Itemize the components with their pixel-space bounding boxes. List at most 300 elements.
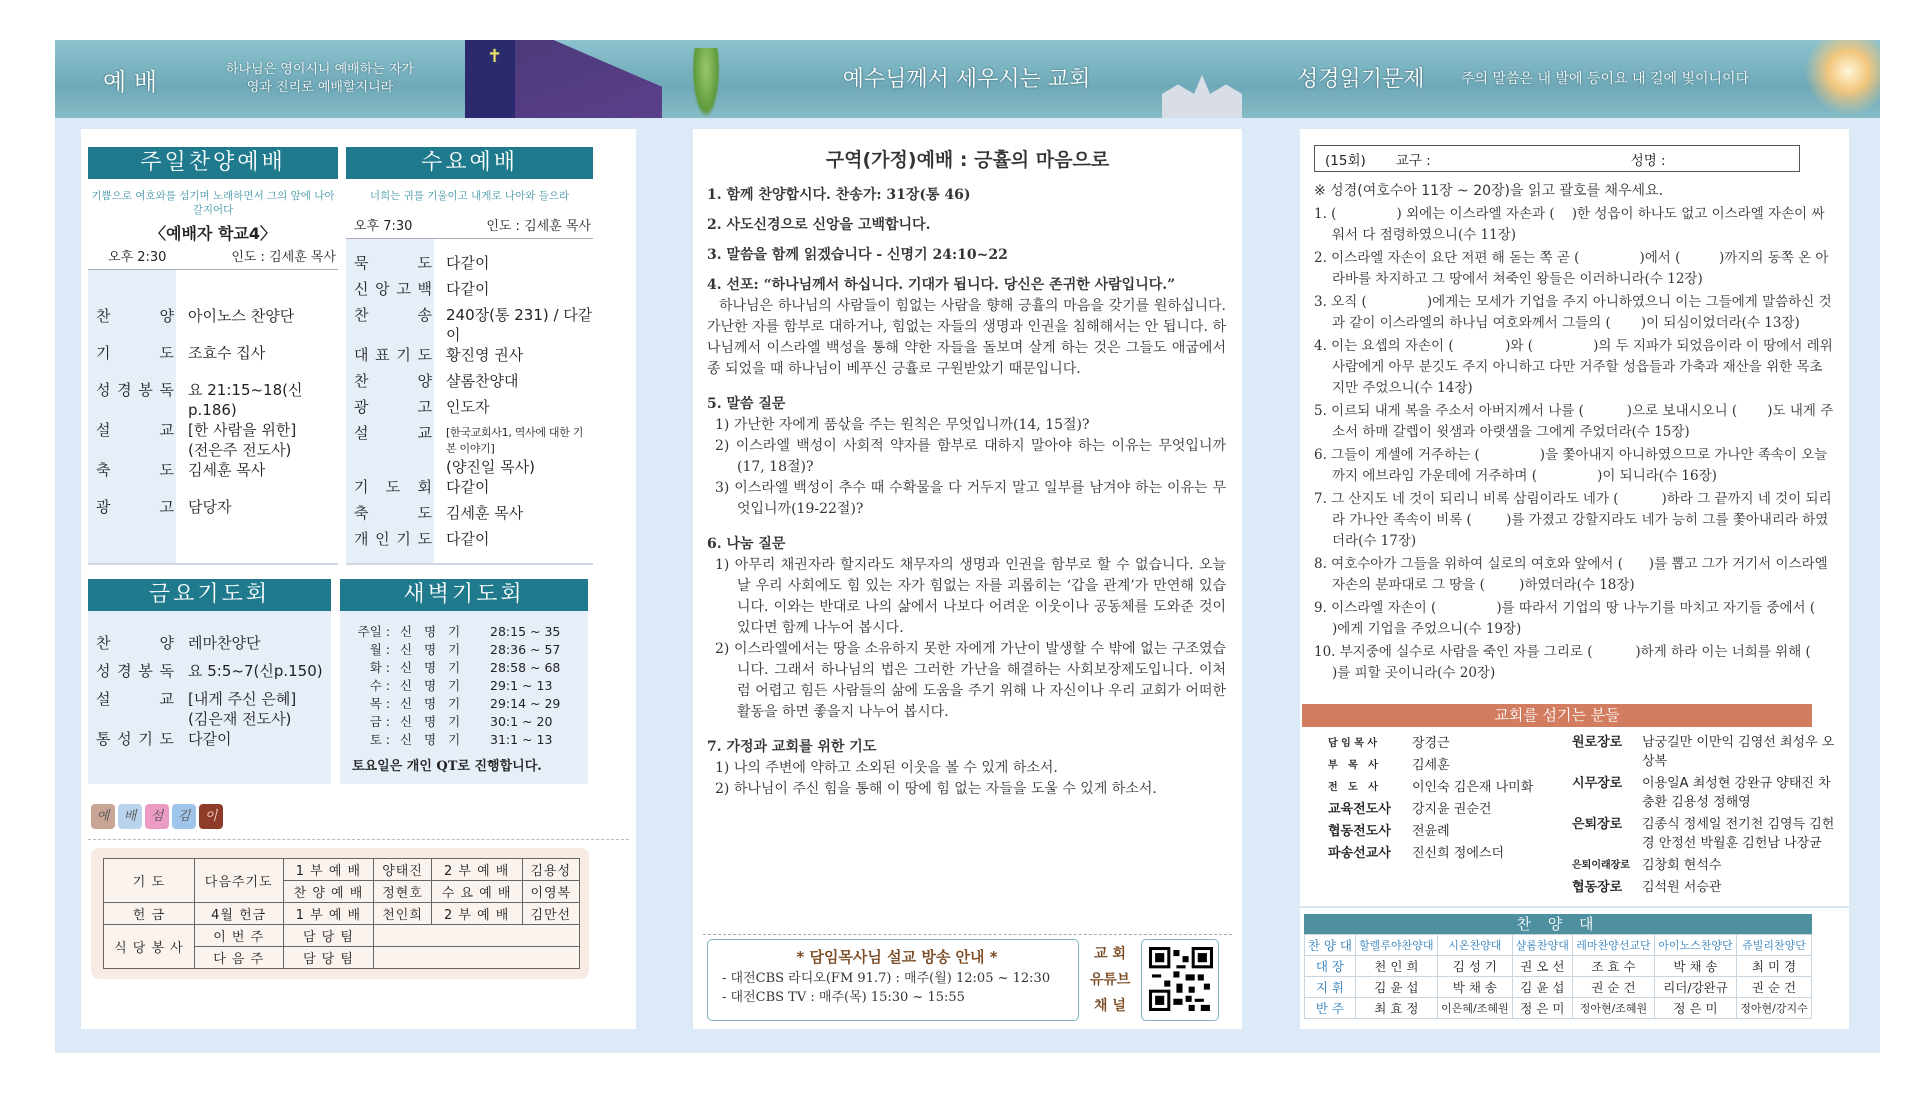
order-value (446, 371, 593, 397)
order-label-char: 도 (417, 504, 432, 522)
staff-role: 은퇴장로 (1572, 817, 1623, 832)
dawn-book: 신 명 기 (400, 624, 465, 639)
order-label (354, 279, 432, 305)
staff-role: 은퇴이래장로 (1572, 860, 1630, 871)
order-label-char: 찬 (354, 372, 369, 390)
qr-code-icon (1149, 947, 1213, 1011)
table-row (104, 859, 580, 881)
cell: 정아현/강지수 (1737, 998, 1812, 1019)
quiz-question: 9. 이스라엘 자손이 ( )를 따라서 기업의 땅 나누기를 마치고 자기들 중에서 ( )에게 기업을 주었으니(수 19장) (1314, 600, 1876, 637)
district-field[interactable]: 교구 : (1395, 152, 1431, 169)
order-value (188, 420, 338, 460)
dawn-ref: 29:1 ~ 13 (490, 678, 553, 693)
order-label-char: 설 (96, 690, 111, 708)
column-header: 쥬빌리찬양단 (1737, 935, 1812, 956)
order-label-char: 통 (96, 730, 111, 748)
cell: 최 효 정 (1355, 998, 1437, 1019)
order-label (354, 253, 432, 279)
order-value (446, 423, 593, 477)
staff-row (1572, 774, 1835, 812)
order-row (88, 729, 331, 757)
order-row (346, 477, 593, 503)
church-banner (662, 40, 1271, 118)
quiz-question: 7. 그 산지도 네 것이 되리니 비록 삼림이라도 네가 ( )하라 그 끝까지 네 것이 되리라 가나안 족속이 비록 ( )를 가졌고 강할지라도 네가 능히 그를 쫓아내리라 하였더라(수 17장) (1314, 491, 1832, 549)
order-value (446, 345, 593, 371)
staff-names: 김창회 현석수 (1642, 858, 1722, 873)
worship-banner-verse (195, 61, 445, 97)
order-label-char: 신 (354, 280, 369, 298)
order-value-text: 다같이 (446, 280, 490, 298)
dawn-day: 목 : (369, 696, 390, 711)
cell: 권 순 건 (1572, 977, 1654, 998)
order-label (96, 460, 174, 497)
staff-right (1572, 733, 1835, 900)
order-label-char: 경 (117, 381, 132, 399)
order-row (88, 343, 338, 380)
cell-section-heading: 2. 사도신경으로 신앙을 고백합니다. (707, 217, 931, 233)
order-value-text: 다같이 (188, 730, 232, 748)
order-label (354, 345, 432, 371)
quiz-question: 4. 이는 요셉의 자손이 ( )와 ( )의 두 지파가 되었음이라 이 땅에서 레위 사람에게 아무 분깃도 주지 아니하고 다만 거주할 성읍들과 가축과 재산을 위한 목초지만 주었으니(수 14장) (1314, 338, 1838, 396)
cell-worship-title: 구역(가정)예배 : 긍휼의 마음으로 (825, 149, 1110, 171)
staff-role: 담 임 목 사 (1328, 738, 1378, 749)
quiz-round: (15회) (1325, 152, 1366, 169)
order-row (88, 306, 338, 343)
cell-worship-panel (693, 129, 1242, 1029)
order-value (188, 661, 331, 689)
staff-role: 원로장로 (1572, 735, 1623, 750)
order-value-text: (양진일 목사) (446, 458, 535, 476)
order-label-char: 축 (96, 461, 111, 479)
order-value-text: (전은주 전도사) (188, 441, 292, 459)
duty-table (103, 858, 580, 969)
column-header: 시온찬양대 (1437, 935, 1512, 956)
broadcast-box (707, 939, 1079, 1021)
hand-lettering-tile: 섬 (145, 804, 169, 829)
staff-title: 교회를 섬기는 분들 (1302, 704, 1812, 727)
friday-prayer (88, 579, 331, 784)
cell: 김 성 기 (1437, 956, 1512, 977)
order-label-char: 도 (417, 530, 432, 548)
order-value (446, 253, 593, 279)
order-row (88, 661, 331, 689)
cell: 식 당 봉 사 (104, 925, 195, 969)
dawn-book: 신 명 기 (400, 714, 465, 729)
staff-row (1328, 843, 1558, 865)
staff-row (1328, 777, 1558, 799)
order-label-char: 교 (159, 690, 174, 708)
order-label-char: 인 (375, 530, 390, 548)
friday-order (88, 611, 331, 784)
order-value (188, 729, 331, 757)
staff-row (1328, 799, 1558, 821)
cell: 김 윤 섭 (1355, 977, 1437, 998)
order-value-text: 김세훈 목사 (188, 461, 266, 479)
order-label-char: 기 (396, 346, 411, 364)
quiz-question: 8. 여호수아가 그들을 위하여 실로의 여호와 앞에서 ( )를 뽑고 그가 거기서 이스라엘 자손의 분파대로 그 땅을 ( )하였더라(수 18장) (1314, 556, 1832, 593)
order-value (188, 633, 331, 661)
order-label-char: 양 (159, 634, 174, 652)
order-label-char: 찬 (354, 306, 369, 324)
dawn-ref: 30:1 ~ 20 (490, 714, 553, 729)
order-row (346, 529, 593, 555)
order-label (96, 497, 174, 534)
order-label-char: 양 (417, 372, 432, 390)
order-value-text: 김세훈 목사 (446, 504, 524, 522)
choir-section (1304, 914, 1812, 1019)
staff-row (1328, 755, 1558, 777)
cell: 1 부 예 배 (283, 859, 374, 881)
quiz-question: 6. 그들이 게셀에 거주하는 ( )을 쫓아내지 아니하였으므로 가나안 족속이 오늘까지 에브라임 가운데에 거주하며 ( )이 되니라(수 16장) (1314, 447, 1828, 484)
order-row (346, 345, 593, 371)
cell: 정 은 미 (1654, 998, 1736, 1019)
cell-text: 1) 아무리 채권자라 할지라도 채무자의 생명과 인권을 함부로 할 수 없습니다. 오늘날 우리 사회에도 힘 있는 자가 힘없는 자를 괴롭히는 ‘갑을 관계’가 만연해 있습니다. 이와는 반대로 나의 삶에서 나보다 어려운 이웃이나 공동체를 도와준 것이 있다면 함께 나누어 봅시다. (715, 557, 1226, 636)
cell: 다음주기도 (194, 859, 283, 903)
staff-names: 김종식 정세일 전기천 김영득 김헌경 안정선 박월훈 김헌남 나장균 (1642, 817, 1835, 851)
cell: 반 주 (1305, 998, 1356, 1019)
dawn-prayer-title: 새벽기도회 (340, 579, 588, 611)
cell (374, 947, 580, 969)
cell: 조 효 수 (1572, 956, 1654, 977)
order-label (354, 397, 432, 423)
staff-left (1328, 733, 1558, 900)
staff-row (1572, 878, 1835, 897)
dawn-book: 신 명 기 (400, 642, 465, 657)
hand-lettering-tile: 김 (172, 804, 196, 829)
sunday-service (88, 147, 338, 565)
order-value-text: 인도자 (446, 398, 490, 416)
cell: 천 인 희 (1355, 956, 1437, 977)
sunday-meta (88, 244, 338, 270)
order-label-char: 광 (96, 498, 111, 516)
staff-row (1572, 733, 1835, 771)
order-label (96, 729, 174, 757)
sunday-order (88, 270, 338, 563)
order-label-char: 기 (396, 530, 411, 548)
order-label (96, 306, 174, 343)
staff-names: 전윤례 (1412, 824, 1450, 839)
cell (374, 925, 580, 947)
wednesday-service-title: 수요예배 (346, 147, 593, 179)
verse-line: 영과 진리로 예배할지니라 (246, 80, 394, 95)
order-value (446, 529, 593, 555)
cell: 담 당 팀 (283, 947, 374, 969)
name-field[interactable]: 성명 : (1630, 152, 1666, 169)
cell-text: 3) 이스라엘 백성이 추수 때 수확물을 다 거두지 말고 일부를 남겨야 하는 이유는 무엇입니까(19-22절)? (715, 480, 1226, 517)
staff-role: 시무장로 (1572, 776, 1623, 791)
order-row (346, 305, 593, 345)
dawn-note: 토요일은 개인 QT로 진행합니다. (352, 759, 542, 774)
sunday-time: 오후 2:30 (108, 250, 167, 265)
quiz-name-box[interactable] (1314, 145, 1800, 172)
staff-list (1328, 733, 1835, 900)
cell-worship-body (707, 172, 1228, 800)
cell: 수 요 예 배 (431, 881, 522, 903)
cell: 정아현/조혜원 (1572, 998, 1654, 1019)
cell: 2 부 예 배 (431, 859, 522, 881)
order-row (88, 460, 338, 497)
broadcast-radio: - 대전CBS 라디오(FM 91.7) : 매주(월) 12:05 ~ 12:30 (722, 971, 1051, 986)
order-value (188, 689, 331, 729)
choir-title: 찬 양 대 (1304, 914, 1812, 934)
quiz-question: 5. 이르되 내게 복을 주소서 아버지께서 나를 ( )으로 보내시오니 ( )도 내게 주소서 하매 갈렙이 윗샘과 아랫샘을 그에게 주었더라(수 15장) (1314, 403, 1834, 440)
bible-reading-title: 성경읽기문제 (1297, 67, 1425, 92)
quiz-question: 1. ( ) 외에는 이스라엘 자손과 ( )한 성읍이 하나도 없고 이스라엘 자손이 싸워서 다 점령하였으니(수 11장) (1314, 206, 1825, 243)
divider (88, 839, 629, 840)
sunday-leader: 인도 : 김세훈 목사 (231, 250, 336, 265)
order-label-char: 도 (159, 730, 174, 748)
cell: 최 미 경 (1737, 956, 1812, 977)
order-label-char: 경 (117, 662, 132, 680)
dawn-day: 월 : (369, 642, 390, 657)
column-header: 할렐루야찬양대 (1355, 935, 1437, 956)
staff-names: 이인숙 김은재 나미화 (1412, 780, 1534, 795)
order-label-char: 고 (417, 398, 432, 416)
wednesday-service (346, 147, 593, 565)
wednesday-leader: 인도 : 김세훈 목사 (486, 219, 591, 234)
order-label (96, 343, 174, 380)
dawn-day: 금 : (369, 714, 390, 729)
table-row (1305, 956, 1812, 977)
cell: 1 부 예 배 (283, 903, 374, 925)
order-value (446, 503, 593, 529)
quiz-question: 2. 이스라엘 자손이 요단 저편 해 돋는 쪽 곧 ( )에서 ( )까지의 동쪽 온 아라바를 차지하고 그 땅에서 쳐죽인 왕들은 이러하니라(수 12장) (1314, 250, 1829, 287)
cell: 천인희 (374, 903, 431, 925)
bible-icon: ✝ (465, 40, 515, 118)
cell: 이영복 (522, 881, 579, 903)
order-value (446, 397, 593, 423)
staff-role: 협동장로 (1572, 880, 1623, 895)
staff-names: 장경근 (1412, 736, 1450, 751)
dawn-day: 화 : (369, 660, 390, 675)
cell-text: 1) 가난한 자에게 품삯을 주는 원칙은 무엇입니까(14, 15절)? (715, 417, 1090, 433)
order-label-char: 독 (159, 662, 174, 680)
youtube-label-line: 유튜브 (1089, 972, 1131, 988)
cell-text: 하나님은 하나님의 사람들이 힘없는 사람을 향해 긍휼의 마음을 갖기를 원하십니다. 가난한 자를 함부로 대하거나, 힘없는 자들의 생명과 인권을 침해해서는 안 됩니다. 하나님께서 이스라엘 백성을 통해 약한 자들을 돌보며 살게 하는 것은 그들도 애굽에서 종 되었을 때 하나님이 베푸신 긍휼로 구원받았기 때문입니다. (707, 298, 1226, 377)
dawn-ref: 31:1 ~ 13 (490, 732, 553, 747)
cell: 박 채 송 (1654, 956, 1736, 977)
cell: 김만선 (522, 903, 579, 925)
staff-names: 김석원 서승관 (1642, 880, 1722, 895)
order-label-char: 개 (354, 530, 369, 548)
order-label (96, 380, 174, 420)
order-label-char: 봉 (138, 662, 153, 680)
cell: 권 오 선 (1512, 956, 1572, 977)
cell: 박 채 송 (1437, 977, 1512, 998)
broadcast-tv: - 대전CBS TV : 매주(목) 15:30 ~ 15:55 (722, 990, 965, 1005)
staff-names: 이용일A 최성현 강완규 양태진 차충환 김용성 정해영 (1642, 776, 1831, 810)
quiz-questions (1314, 204, 1876, 686)
worship-panel (81, 129, 636, 1029)
cell: 김 윤 섭 (1512, 977, 1572, 998)
worship-banner-title: 예 배 (103, 68, 157, 96)
order-label-char: 교 (159, 421, 174, 439)
cell-section-heading: 1. 함께 찬양합시다. 찬송가: 31장(통 46) (707, 187, 971, 203)
broadcast-row (707, 939, 1228, 1021)
column-header: 아이노스찬양단 (1654, 935, 1736, 956)
cell-section-heading: 6. 나눔 질문 (707, 536, 786, 552)
order-label-char: 설 (96, 421, 111, 439)
cell-text: 2) 하나님이 주신 힘을 통해 이 땅에 힘 없는 자들을 도울 수 있게 하소서. (715, 781, 1157, 797)
table-row (1305, 935, 1812, 956)
dawn-row (340, 641, 588, 659)
table-row (104, 903, 580, 925)
youtube-label-line: 채 널 (1094, 998, 1126, 1014)
order-label-char: 백 (417, 280, 432, 298)
cell: 정현호 (374, 881, 431, 903)
table-row (1305, 998, 1812, 1019)
order-row (346, 423, 593, 477)
order-label-char: 고 (159, 498, 174, 516)
order-value-text: 다같이 (446, 254, 490, 272)
column-header: 레마찬양선교단 (1572, 935, 1654, 956)
order-label-char: 송 (417, 306, 432, 324)
staff-row (1328, 821, 1558, 843)
bible-reading-banner (1271, 40, 1880, 118)
order-row (346, 253, 593, 279)
order-label-char: 표 (375, 346, 390, 364)
cell: 김용성 (522, 859, 579, 881)
order-row (346, 397, 593, 423)
order-label-char: 설 (354, 424, 369, 442)
verse-line: 하나님은 영이시니 예배하는 자가 (225, 62, 415, 77)
order-label-char: 독 (159, 381, 174, 399)
cell: 찬 양 예 배 (283, 881, 374, 903)
dawn-ref: 28:58 ~ 68 (490, 660, 561, 675)
order-value (188, 460, 338, 497)
cell-section-heading: 3. 말씀을 함께 읽겠습니다 - 신명기 24:10~22 (707, 247, 1008, 263)
youtube-label (1087, 939, 1133, 1021)
youtube-qr-code[interactable] (1141, 939, 1219, 1021)
table-row (1305, 977, 1812, 998)
order-value-text: 담당자 (188, 498, 232, 516)
dawn-book: 신 명 기 (400, 732, 465, 747)
order-value-text: [한국교회사1, 역사에 대한 기본 이야기] (446, 426, 584, 455)
cell-text: 2) 이스라엘 백성이 사회적 약자를 함부로 대하지 말아야 하는 이유는 무엇입니까(17, 18절)? (715, 438, 1226, 475)
cell: 지 휘 (1305, 977, 1356, 998)
dawn-row (340, 659, 588, 677)
order-label-char: 기 (96, 344, 111, 362)
divider (703, 934, 1232, 935)
order-row (346, 503, 593, 529)
dawn-row (340, 713, 588, 731)
dawn-ref: 29:14 ~ 29 (490, 696, 561, 711)
order-label (96, 661, 174, 689)
order-label-char: 묵 (354, 254, 369, 272)
order-label-char: 고 (396, 280, 411, 298)
cell-text: 2) 이스라엘에서는 땅을 소유하지 못한 자에게 가난이 발생할 수 밖에 없는 구조였습니다. 그래서 하나님의 법은 그러한 가난을 해결하는 사회보장제도입니다. 이처럼 어렵고 힘든 사람들의 삶에 도움을 주기 위해 나 자신이나 우리 교회가 어떠한 활동을 하면 좋을지 나누어 봅시다. (715, 641, 1226, 720)
dawn-day: 주일 : (357, 624, 390, 639)
cell-section-heading: 5. 말씀 질문 (707, 396, 786, 412)
light-illustration (1801, 40, 1880, 118)
dawn-schedule (340, 611, 588, 784)
order-label (354, 423, 432, 477)
hand-lettering-tile: 배 (118, 804, 142, 829)
order-label-char: 양 (159, 307, 174, 325)
order-row (88, 633, 331, 661)
table-row (104, 925, 580, 947)
order-value-text: 요 21:15~18(신p.186) (188, 381, 303, 419)
order-label-char: 도 (159, 344, 174, 362)
bible-reading-verse: 주의 말씀은 내 발에 등이요 내 길에 빛이니이다 (1461, 71, 1750, 87)
quiz-instruction: ※ 성경(여호수아 11장 ~ 20장)을 읽고 괄호를 채우세요. (1314, 183, 1664, 199)
order-value-text: 아이노스 찬양단 (188, 307, 295, 325)
order-label-char: 축 (354, 504, 369, 522)
dawn-day: 토 : (369, 732, 390, 747)
order-value (188, 306, 338, 343)
order-label (354, 371, 432, 397)
dawn-prayer (340, 579, 588, 784)
bible-quiz-panel (1300, 129, 1876, 1029)
prayer-meetings (88, 579, 629, 784)
order-value-text: 다같이 (446, 530, 490, 548)
order-label-char: 앙 (375, 280, 390, 298)
cell: 권 순 건 (1737, 977, 1812, 998)
broadcast-title: * 담임목사님 설교 방송 안내 * (796, 948, 998, 966)
hand-lettering-tile: 이 (199, 804, 223, 829)
youtube-label-line: 교 회 (1094, 946, 1126, 962)
worship-banner (55, 40, 662, 118)
duty-section (91, 848, 589, 979)
order-label (96, 633, 174, 661)
order-label-char: 도 (385, 478, 401, 496)
column-header: 찬 양 대 (1305, 935, 1356, 956)
tile-row (91, 804, 629, 829)
cell: 다 음 주 (194, 947, 283, 969)
cell: 리더/강완규 (1654, 977, 1736, 998)
order-row (346, 371, 593, 397)
cell: 2 부 예 배 (431, 903, 522, 925)
order-row (88, 497, 338, 534)
quiz-question: 3. 오직 ( )에게는 모세가 기업을 주지 아니하였으니 이는 그들에게 말씀하신 것과 같이 이스라엘의 하나님 여호와께서 그들의 ( )이 되심이었더라(수 13장) (1314, 294, 1832, 331)
staff-row (1328, 733, 1558, 755)
cell-section-heading: 4. 선포: “하나님께서 하십니다. 기대가 됩니다. 당신은 존귀한 사람입니다.” (707, 277, 1176, 293)
church-banner-title: 예수님께서 세우시는 교회 (842, 67, 1091, 92)
wednesday-verse: 너희는 귀를 기울이고 내게로 나아와 들으라 (369, 190, 570, 202)
column-header: 샬롬찬양대 (1512, 935, 1572, 956)
staff-role: 파송선교사 (1328, 846, 1391, 861)
order-label (354, 529, 432, 555)
order-label-char: 봉 (138, 381, 153, 399)
dawn-ref: 28:15 ~ 35 (490, 624, 561, 639)
sunday-verse: 기쁨으로 여호와를 섬기며 노래하면서 그의 앞에 나아갈지어다 (91, 190, 335, 216)
cell: 이 번 주 (194, 925, 283, 947)
order-label-char: 성 (117, 730, 132, 748)
order-value (188, 343, 338, 380)
order-label-char: 광 (354, 398, 369, 416)
staff-row (1572, 815, 1835, 853)
order-value-text: 샬롬찬양대 (446, 372, 519, 390)
cell: 정 은 미 (1512, 998, 1572, 1019)
order-label-char: 도 (417, 254, 432, 272)
dawn-day: 수 : (369, 678, 390, 693)
order-label (96, 420, 174, 460)
order-value-text: (김은재 전도사) (188, 710, 292, 728)
order-label-char: 회 (417, 478, 432, 496)
sunday-service-title: 주일찬양예배 (88, 147, 338, 179)
order-value-text: 요 5:5~7(신p.150) (188, 662, 323, 680)
weekly-services (88, 147, 629, 565)
order-value-text: [내게 주신 은혜] (188, 690, 297, 708)
staff-names: 진신희 정에스더 (1412, 846, 1505, 861)
order-value (188, 497, 338, 534)
order-value-text: [한 사람을 위한] (188, 421, 297, 439)
order-label-char: 성 (96, 662, 111, 680)
cell: 양태진 (374, 859, 431, 881)
order-label-char: 도 (159, 461, 174, 479)
dawn-book: 신 명 기 (400, 660, 465, 675)
order-row (346, 279, 593, 305)
